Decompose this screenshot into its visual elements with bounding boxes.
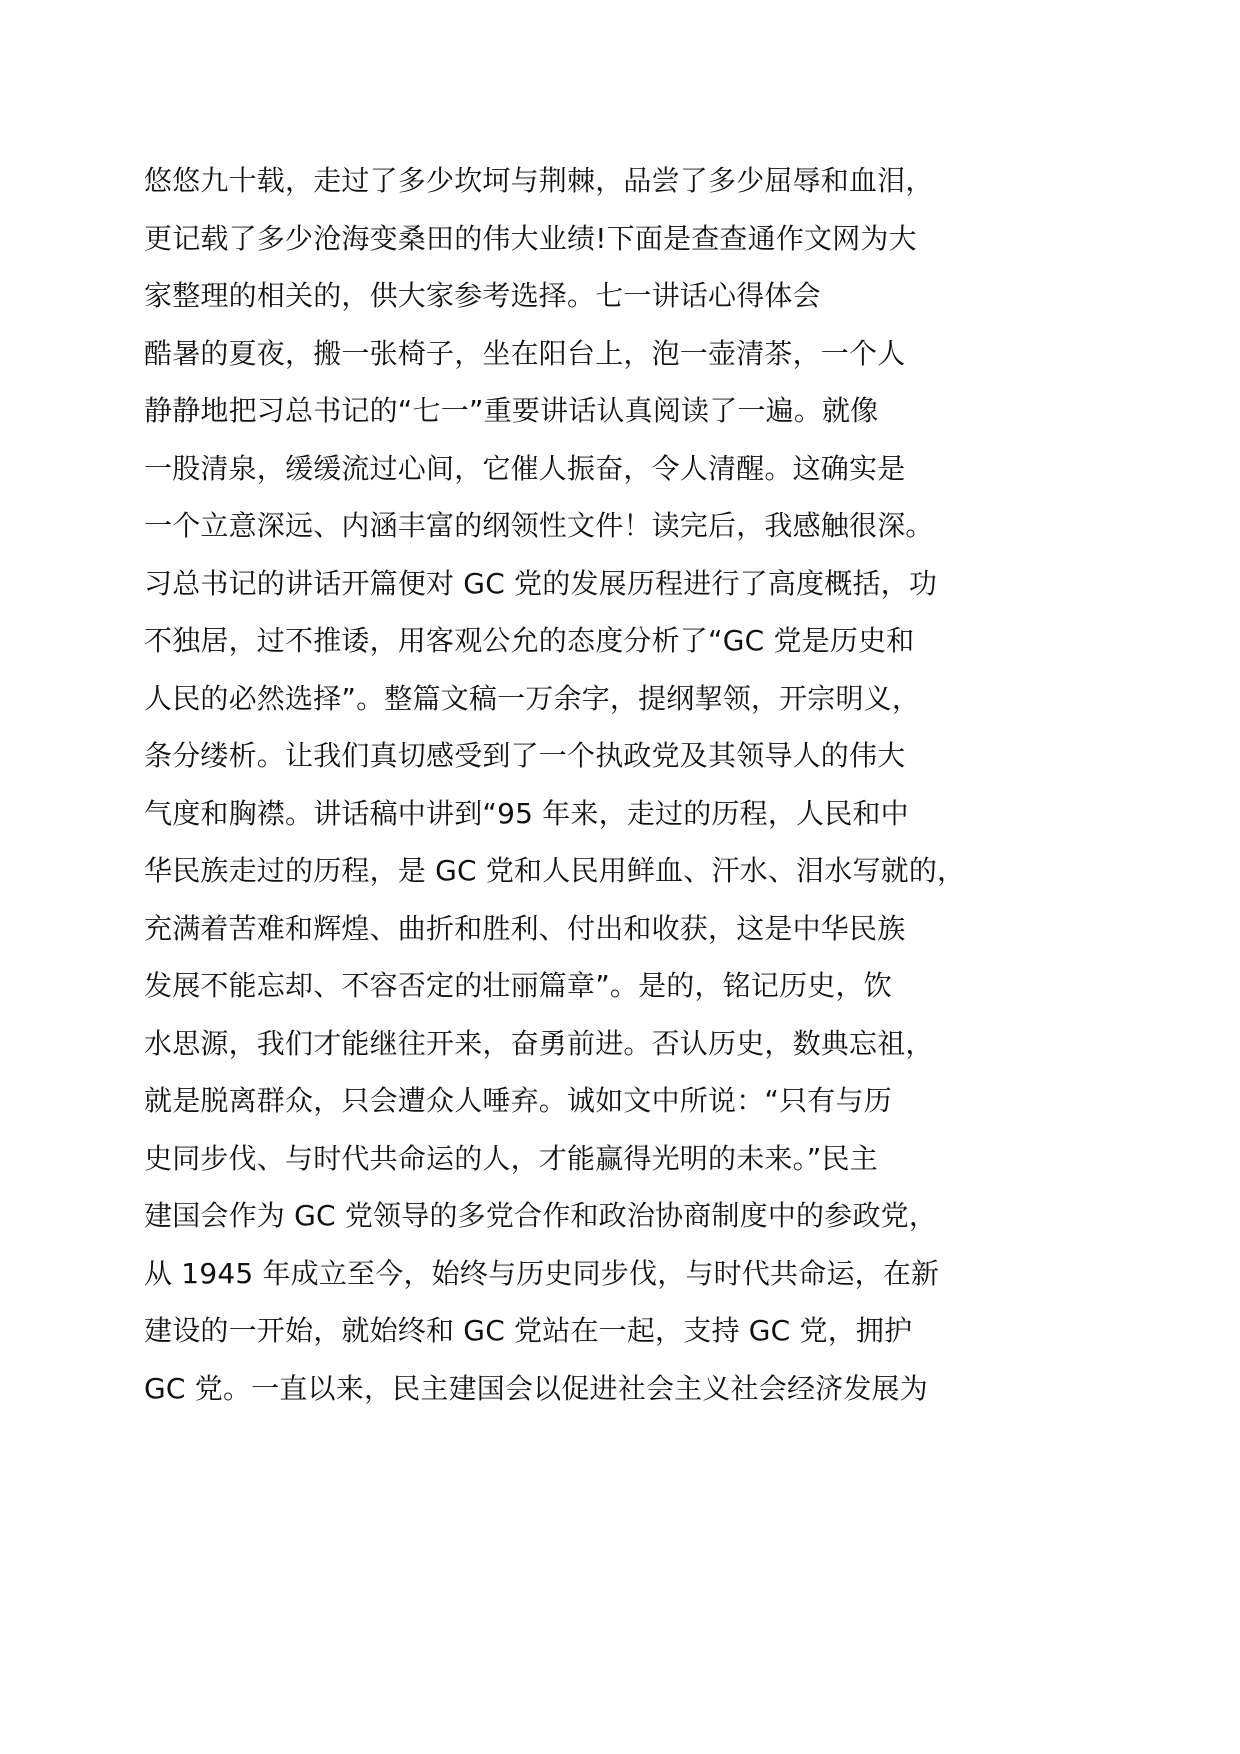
text-line: 静静地把习总书记的“七一”重要讲话认真阅读了一遍。就像: [144, 394, 879, 427]
text-line: 就是脱离群众，只会遭众人唾弃。诚如文中所说：“只有与历: [144, 1084, 892, 1117]
text-line: 水思源，我们才能继往开来，奋勇前进。否认历史，数典忘祖，: [144, 1026, 934, 1060]
text-line: 华民族走过的历程，是 GC 党和人民用鲜血、汗水、泪水写就的，: [144, 854, 966, 887]
text-line: 酷暑的夏夜，搬一张椅子，坐在阳台上，泡一壶清茶，一个人: [144, 336, 906, 370]
text-line: 条分缕析。让我们真切感受到了一个执政党及其领导人的伟大: [144, 739, 906, 772]
text-line: 不独居，过不推诿，用客观公允的态度分析了“GC 党是历史和: [144, 624, 915, 657]
text-line: 更记载了多少沧海变桑田的伟大业绩!下面是查查通作文网为大: [144, 221, 917, 255]
text-line: 建设的一开始，就始终和 GC 党站在一起，支持 GC 党，拥护: [144, 1314, 913, 1347]
text-line: GC 党。一直以来，民主建国会以促进社会主义社会经济发展为: [144, 1371, 928, 1405]
text-line: 一股清泉，缓缓流过心间，它催人振奋，令人清醒。这确实是: [144, 451, 906, 485]
text-line: 充满着苦难和辉煌、曲折和胜利、付出和收获，这是中华民族: [144, 911, 906, 945]
text-line: 家整理的相关的，供大家参考选择。七一讲话心得体会: [144, 279, 821, 312]
body-text: [144, 152, 1044, 1417]
text-line: 史同步伐、与时代共命运的人，才能赢得光明的未来。”民主: [144, 1141, 878, 1175]
text-line: 习总书记的讲话开篇便对 GC 党的发展历程进行了高度概括，功: [144, 566, 938, 600]
text-line: 发展不能忘却、不容否定的壮丽篇章”。是的，铭记历史，饮: [144, 969, 892, 1002]
text-line: 从 1945 年成立至今，始终与历史同步伐，与时代共命运，在新: [144, 1256, 940, 1290]
text-line: 悠悠九十载，走过了多少坎坷与荆棘，品尝了多少屈辱和血泪，: [144, 164, 934, 197]
text-line: 人民的必然选择”。整篇文稿一万余字，提纲挈领，开宗明义，: [144, 681, 921, 715]
text-line: 建国会作为 GC 党领导的多党合作和政治协商制度中的参政党，: [144, 1199, 938, 1232]
text-line: 一个立意深远、内涵丰富的纲领性文件！读完后，我感触很深。: [144, 509, 934, 542]
text-line: 气度和胸襟。讲话稿中讲到“95 年来，走过的历程，人民和中: [144, 796, 909, 830]
